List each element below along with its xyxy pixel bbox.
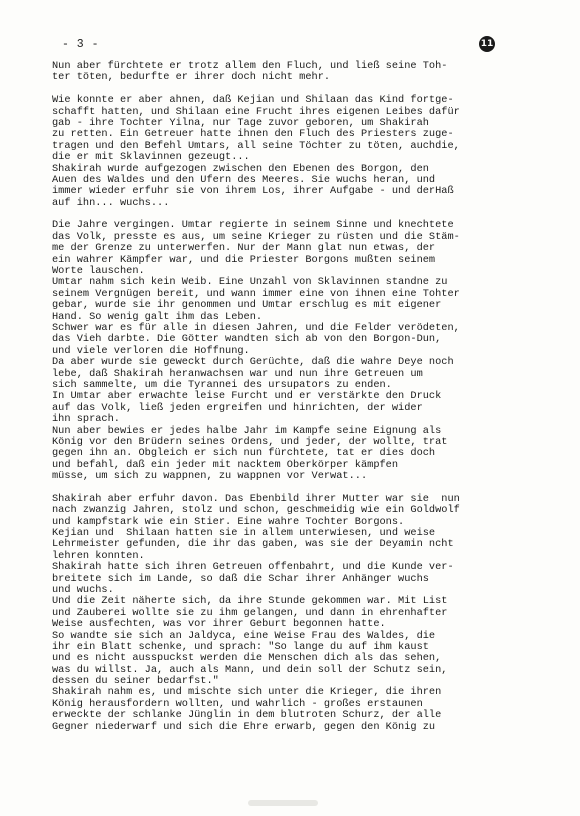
text-line: Shakirah wurde aufgezogen zwischen den Ebenen des Borgon, den [52,162,429,175]
text-line: schafft hatten, und Shilaan eine Frucht ihres eigenen Leibes dafür [52,105,460,118]
text-line: Und die Zeit näherte sich, da ihre Stunde gekommen war. Mit List [52,595,448,608]
body-text [52,61,552,733]
text-line: König herausfordern wollten, und wahrlich - großes erstaunen [52,697,423,710]
text-line: König vor den Brüdern seines Ordens, und jeder, der wollte, trat [52,435,448,448]
text-line: Wie konnte er aber ahnen, daß Kejian und Shilaan das Kind fortge- [52,94,454,107]
paragraph [52,220,552,482]
text-line: Auen des Waldes und den Ufern des Meeres. Sie wuchs heran, und [52,173,436,186]
text-line: Weise ausfechten, was vor ihrer Geburt begonnen hatte. [52,618,386,631]
text-line: Die Jahre vergingen. Umtar regierte in seinem Sinne und knechtete [52,219,454,232]
text-line: was du willst. Ja, auch als Mann, und dein soll der Schutz sein, [52,663,448,676]
text-line: und befahl, daß ein jeder mit nacktem Oberkörper kämpfen [52,458,399,471]
text-line: So wandte sie sich an Jaldyca, eine Weise Frau des Waldes, die [52,629,436,642]
text-line: auf das Volk, ließ jeden ergreifen und hinrichten, der wider [52,401,423,414]
text-line: und es nicht ausspuckst werden die Menschen dich als das sehen, [52,652,442,665]
text-line: immer wieder erfuhr sie von ihrem Los, ihrer Aufgabe - und derHaß [52,185,454,198]
text-line: ihn sprach. [52,413,120,426]
text-line: Worte lauschen. [52,265,145,278]
text-line: In Umtar aber erwachte leise Furcht und er verstärkte den Druck [52,390,442,403]
text-line: breitete sich im Lande, so daß die Schar ihrer Anhänger wuchs [52,572,429,585]
paragraph [52,61,552,84]
text-line: und Zauberei wollte sie zu ihm gelangen, und dann in ehrenhafter [52,606,448,619]
text-line: ein wahrer Kämpfer war, und die Priester Borgons mußten seinem [52,253,436,266]
text-line: Nun aber bewies er jedes halbe Jahr im Kampfe seine Eignung als [52,424,442,437]
text-line: Da aber wurde sie geweckt durch Gerüchte, daß die wahre Deye noch [52,356,454,369]
text-line: und wuchs. [52,583,114,596]
text-line: me der Grenze zu unterwerfen. Nur der Mann glat nun etwas, der [52,242,436,255]
text-line: auf ihn... wuchs... [52,196,170,209]
text-line: und kampfstark wie ein Stier. Eine wahre Tochter Borgons. [52,515,405,528]
text-line: seinem Vergnügen bereit, und wann immer eine von ihnen eine Tohter [52,287,460,300]
text-line: Schwer war es für alle in diesen Jahren, und die Felder verödeten, [52,321,460,334]
text-line: und viele verloren die Hoffnung. [52,344,250,357]
text-line: Nun aber fürchtete er trotz allem den Fluch, und ließ seine Toh- [52,60,448,72]
scan-smudge [248,800,318,806]
text-line: Kejian und Shilaan hatten sie in allem unterwiesen, und weise [52,527,436,540]
text-line: lehren konnten. [52,549,145,562]
text-line: müsse, um sich zu wappnen, zu wappnen vor Verwat... [52,470,368,483]
text-line: Shakirah nahm es, und mischte sich unter die Krieger, die ihren [52,686,442,699]
text-line: zu retten. Ein Getreuer hatte ihnen den Fluch des Priesters zuge- [52,128,454,141]
text-line: Shakirah hatte sich ihren Getreuen offenbahrt, und die Kunde ver- [52,561,454,574]
text-line: Gegner niederwarf und sich die Ehre erwarb, gegen den König zu [52,720,436,733]
text-line: Shakirah aber erfuhr davon. Das Ebenbild ihrer Mutter war sie nun [52,492,460,505]
text-line: gegen ihn an. Obgleich er sich nun fürchtete, tat er dies doch [52,447,436,460]
paragraph [52,494,552,733]
text-line: ter töten, bedurfte er ihrer doch nicht mehr. [52,71,331,84]
text-line: das Volk, presste es aus, um seine Krieger zu rüsten und die Stäm- [52,230,460,243]
text-line: Lehrmeister gefunden, die ihr das gaben, was sie der Deyamin ncht [52,538,454,551]
text-line: erweckte der schlanke Jünglin in dem blutroten Schurz, der alle [52,709,442,722]
text-line: ihr ein Blatt schenke, und sprach: "So lange du auf ihm kaust [52,640,429,653]
text-line: Umtar nahm sich kein Weib. Eine Unzahl von Sklavinnen standne zu [52,276,448,289]
text-line: gab - ihre Tochter Yilna, nur Tage zuvor geboren, um Shakirah [52,116,429,129]
page-number: - 3 - [62,38,100,51]
text-line: die er mit Sklavinnen gezeugt... [52,151,250,164]
page-badge: 11 [479,36,495,52]
text-line: nach zwanzig Jahren, stolz und schon, geschmeidig wie ein Goldwolf [52,504,460,517]
text-line: lebe, daß Shakirah heranwachsen war und nun ihre Getreuen um [52,367,423,380]
text-line: tragen und den Befehl Umtars, all seine Töchter zu töten, auchdie, [52,139,460,152]
paragraph [52,95,552,209]
text-line: gebar, wurde sie ihr genommen und Umtar erschlug es mit eigener [52,299,442,312]
text-line: sich sammelte, um die Tyrannei des ursupators zu enden. [52,378,392,391]
text-line: dessen du seiner bedarfst." [52,675,219,688]
text-line: das Vieh darbte. Die Götter wandten sich ab von den Borgon-Dun, [52,333,442,346]
text-line: Hand. So wenig galt ihm das Leben. [52,310,263,323]
